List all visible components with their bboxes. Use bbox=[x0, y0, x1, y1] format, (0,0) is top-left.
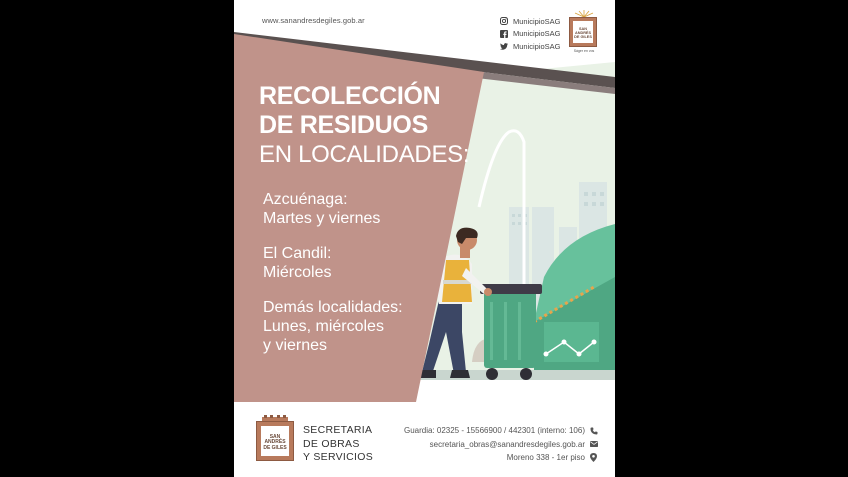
headline-line-3: EN LOCALIDADES: bbox=[259, 141, 470, 168]
schedule-days: Miércoles bbox=[263, 264, 332, 281]
address-text: Moreno 338 - 1er piso bbox=[506, 453, 585, 463]
department-name bbox=[303, 424, 373, 465]
poster bbox=[234, 0, 615, 477]
contact-email bbox=[404, 438, 599, 452]
logo-line-2: ANDRÉS bbox=[264, 439, 286, 446]
contact-phone bbox=[404, 424, 599, 438]
instagram-handle: MunicipioSAG bbox=[513, 16, 561, 26]
department-line: DE OBRAS bbox=[303, 437, 360, 450]
logo-tagline: Ságer en vos bbox=[573, 49, 595, 53]
schedule-place: El Candil: bbox=[263, 245, 332, 262]
website-url: www.sanandresdegiles.gob.ar bbox=[262, 16, 365, 25]
schedule-days: Martes y viernes bbox=[263, 210, 381, 227]
department-line: SECRETARIA bbox=[303, 424, 373, 436]
schedule-days: y viernes bbox=[263, 337, 328, 354]
schedule-days: Lunes, miércoles bbox=[263, 318, 384, 335]
footer bbox=[234, 403, 615, 477]
logo-line-1: SAN bbox=[578, 27, 588, 31]
phone-text: Guardia: 02325 - 15566900 / 442301 (interno: 106) bbox=[403, 426, 585, 436]
schedule-place: Azcuénaga: bbox=[263, 191, 348, 208]
contact-info bbox=[404, 424, 599, 465]
headline-line-1: RECOLECCIÓN bbox=[259, 82, 441, 110]
headline-line-2: DE RESIDUOS bbox=[259, 111, 428, 139]
logo-line-3: DE GILES bbox=[263, 444, 287, 451]
schedule-demas-localidades bbox=[263, 298, 403, 355]
sun-rays-icon bbox=[572, 9, 596, 17]
logo-line-1: SAN bbox=[269, 434, 281, 440]
schedule-place: Demás localidades: bbox=[263, 299, 403, 316]
department-line: Y SERVICIOS bbox=[303, 451, 374, 463]
municipality-logo-footer bbox=[256, 415, 294, 463]
schedule-el-candil bbox=[263, 244, 331, 282]
facebook-handle: MunicipioSAG bbox=[513, 29, 561, 39]
twitter-handle: MunicipioSAG bbox=[513, 41, 561, 51]
logo-line-2: ANDRÉS bbox=[574, 31, 592, 36]
instagram-icon bbox=[500, 17, 510, 25]
logo-line-3: DE GILES bbox=[574, 35, 592, 40]
email-text: secretaria_obras@sanandresdegiles.gob.ar bbox=[429, 439, 585, 449]
email-icon bbox=[590, 441, 599, 447]
location-pin-icon bbox=[590, 453, 599, 462]
schedule-azcuenaga bbox=[263, 190, 380, 228]
social-instagram bbox=[500, 15, 561, 28]
contact-address bbox=[404, 451, 599, 465]
headline bbox=[259, 82, 469, 169]
phone-icon bbox=[590, 427, 599, 435]
